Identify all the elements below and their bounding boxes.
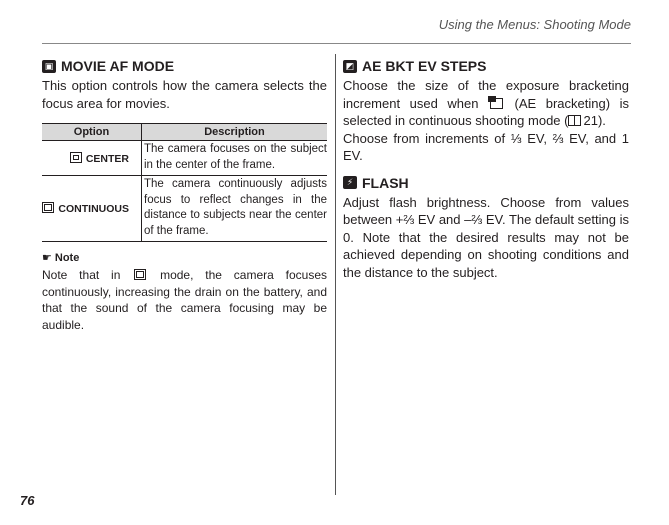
note-body <box>42 267 327 333</box>
table-row <box>42 176 327 242</box>
note-title: Note <box>54 252 80 264</box>
movie-menu-icon: ▣ <box>42 60 56 73</box>
ae-bkt-increments: Choose from increments of ⅓ EV, ⅔ EV, and 1 EV. <box>343 130 629 163</box>
option-column-header: Option <box>42 124 142 141</box>
ae-bkt-text-1: Choose the size of the exposure bracketing increment used when <box>343 78 629 111</box>
option-label: CONTINUOUS <box>58 203 129 215</box>
option-cell <box>42 141 142 176</box>
pointing-hand-icon: ☛ <box>42 252 52 264</box>
flash-body: Adjust flash brightness. Choose from values between +⅔ EV and –⅔ EV. The default setting is 0. Note that the desired results may not be achieved depending on shooting conditions and the distance to the subject. <box>343 194 629 280</box>
right-column <box>343 57 629 281</box>
table-row <box>42 141 327 176</box>
ae-bkt-page-ref: 21). <box>583 113 606 128</box>
note-heading <box>42 251 327 265</box>
ae-bkt-title: AE BKT EV STEPS <box>362 58 487 74</box>
ae-bkt-section <box>343 57 629 165</box>
page-number: 76 <box>20 493 35 508</box>
flash-icon: ⚡ <box>343 176 357 189</box>
movie-af-intro: This option controls how the camera selects the focus area for movies. <box>42 78 327 111</box>
movie-af-heading <box>42 57 327 75</box>
flash-section <box>343 174 629 282</box>
ae-bracketing-icon <box>490 98 503 109</box>
note-text-start: Note that in <box>42 268 121 282</box>
ae-bkt-body <box>343 77 629 130</box>
description-cell: The camera focuses on the subject in the center of the frame. <box>142 141 328 176</box>
table-header-row <box>42 124 327 141</box>
description-column-header: Description <box>142 124 328 141</box>
option-cell <box>42 176 142 242</box>
book-icon <box>568 115 581 126</box>
ae-bkt-text-2: (AE bracketing) is selected in continuous shooting mode ( <box>343 95 629 128</box>
header-rule <box>42 43 631 44</box>
description-cell: The camera continuously adjusts focus to reflect changes in the distance to subjects near the center of the frame. <box>142 176 328 242</box>
flash-heading <box>343 174 629 192</box>
column-divider <box>335 54 336 495</box>
continuous-focus-icon <box>42 202 54 213</box>
note-text-end: mode, the camera focuses continuously, increasing the drain on the battery, and that the sound of the camera focusing may be audible. <box>42 268 327 332</box>
ae-bkt-heading <box>343 57 629 75</box>
running-header: Using the Menus: Shooting Mode <box>438 17 631 32</box>
shooting-menu-icon: ◩ <box>343 60 357 73</box>
center-focus-icon <box>70 152 82 163</box>
continuous-focus-icon <box>134 269 146 280</box>
movie-af-title: MOVIE AF MODE <box>61 58 175 74</box>
option-label: CENTER <box>85 152 129 165</box>
options-table <box>42 123 327 242</box>
left-column <box>42 57 327 333</box>
flash-title: FLASH <box>362 174 409 191</box>
